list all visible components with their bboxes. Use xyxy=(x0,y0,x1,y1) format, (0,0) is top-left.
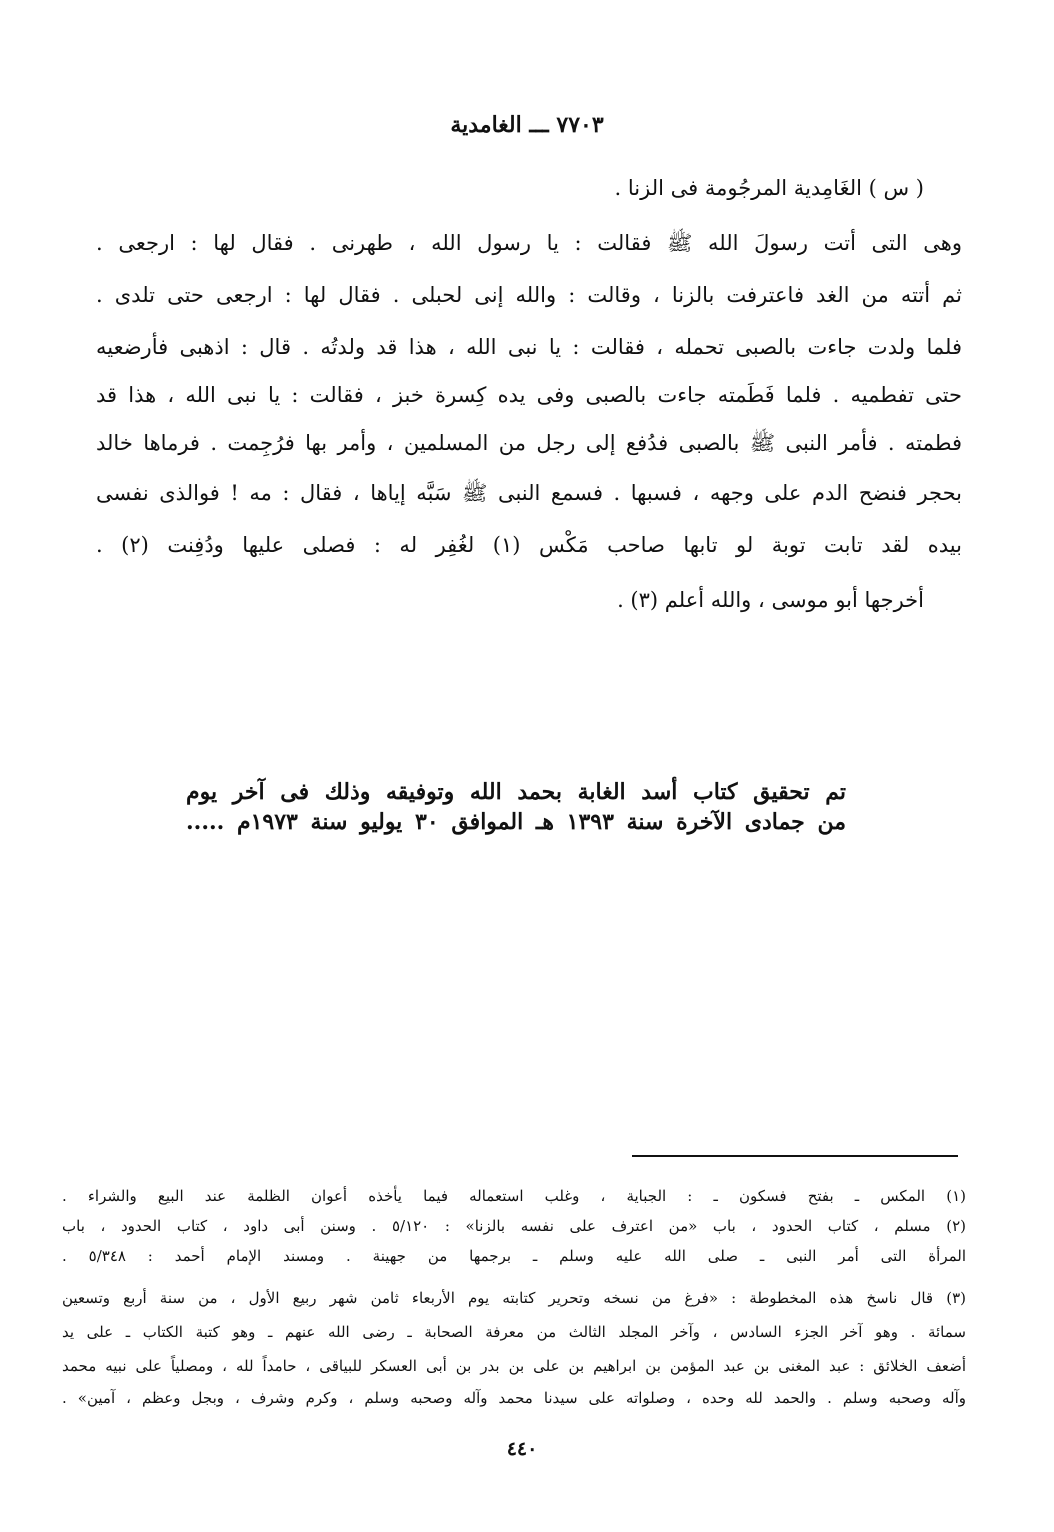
body-line: فلما ولدت جاءت بالصبى تحمله ، فقالت : يا نبى الله ، هذا قد ولدتُه . قال : اذهبى فأرضعيه xyxy=(96,335,962,359)
footnote-line: سمائة . وهو آخر الجزء السادس ، وآخر المجلد الثالث من معرفة الصحابة ـ رضى الله عنهم ـ وهو كتبة الكتاب ـ على يد xyxy=(62,1323,966,1341)
footnote-line: المرأة التى أمر النبى ـ صلى الله عليه وسلم ـ برجمها من جهينة . ومسند الإمام أحمد : ٥/٣٤٨ . xyxy=(62,1247,966,1265)
footnote-line: أضعف الخلائق : عبد المغنى بن عبد المؤمن بن ابراهيم بن على بن بدر بن أبى العسكر للبياقى ، حامداً لله ، ومصلياً على نبيه محمد xyxy=(62,1357,966,1375)
body-line: وهى التى أتت رسولَ الله ﷺ فقالت : يا رسول الله ، طهرنى . فقال لها : ارجعى . xyxy=(96,231,962,255)
colophon-line: من جمادى الآخرة سنة ١٣٩٣ هـ الموافق ٣٠ يوليو سنة ١٩٧٣م ..... xyxy=(186,809,846,835)
colophon-line: تم تحقيق كتاب أسد الغابة بحمد الله وتوفيقه وذلك فى آخر يوم xyxy=(186,779,846,805)
entry-title: ( س ) الغَامِدية المرجُومة فى الزنا . xyxy=(614,176,924,200)
page-number: ٤٤٠ xyxy=(506,1438,538,1460)
footnote-line: (٢) مسلم ، كتاب الحدود ، باب «من اعترف على نفسه بالزنا» : ٥/١٢٠ . وسنن أبى داود ، كتاب الحدود ، باب xyxy=(62,1217,966,1235)
footnote-line: (٣) قال ناسخ هذه المخطوطة : «فرغ من نسخه وتحرير كتابته يوم الأربعاء ثامن شهر ربيع الأول ، من سنة أربع وتسعين xyxy=(62,1289,966,1307)
body-line: ثم أتته من الغد فاعترفت بالزنا ، وقالت : والله إنى لحبلى . فقال لها : ارجعى حتى تلدى . xyxy=(96,283,962,307)
running-header: ٧٧٠٣ ـــ الغامدية xyxy=(450,112,604,138)
body-line: بيده لقد تابت توبة لو تابها صاحب مَكْس (١) لغُفِر له : فصلى عليها ودُفِنت (٢) . xyxy=(96,533,962,557)
body-line: فطمته . فأمر النبى ﷺ بالصبى فدُفع إلى رجل من المسلمين ، وأمر بها فرُجِمت . فرماها خالد xyxy=(96,431,962,455)
body-line: بحجر فنضح الدم على وجهه ، فسبها . فسمع النبى ﷺ سَبَّه إياها ، فقال : مه ! فوالذى نفسى xyxy=(96,481,962,505)
footnote-divider xyxy=(632,1155,958,1157)
body-line: حتى تفطميه . فلما فَطَمته جاءت بالصبى وفى يده كِسرة خبز ، فقالت : يا نبى الله ، هذا قد xyxy=(96,383,962,407)
footnote-line: (١) المكس ـ بفتح فسكون ـ : الجباية ، وغلب استعماله فيما يأخذه أعوان الظلمة عند البيع والشراء . xyxy=(62,1187,966,1205)
footnote-line: وآله وصحبه وسلم . والحمد لله وحده ، وصلواته على سيدنا محمد وآله وصحبه وسلم ، وكرم وشرف ، وبجل وعظم ، آمين» . xyxy=(62,1389,966,1407)
source-note: أخرجها أبو موسى ، والله أعلم (٣) . xyxy=(617,588,924,612)
